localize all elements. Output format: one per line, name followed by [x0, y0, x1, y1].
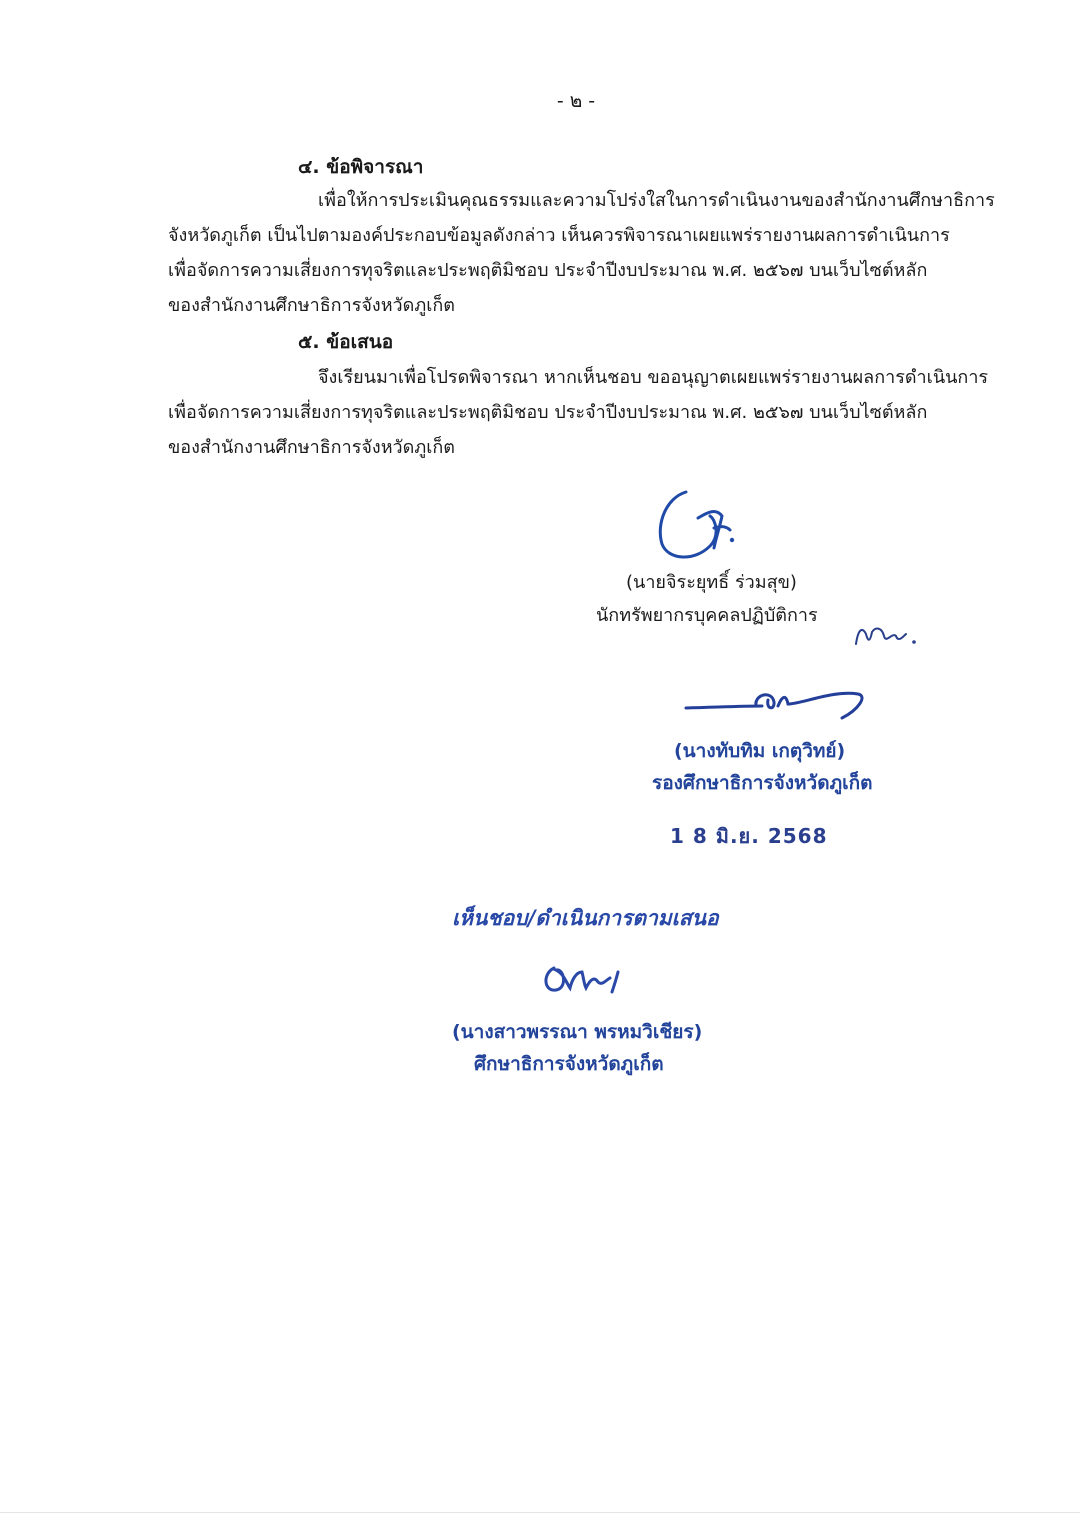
signer-2-name: (นางทับทิม เกตุวิทย์) [674, 740, 846, 762]
date-stamp: 1 8 มิ.ย. 2568 [670, 824, 828, 848]
signature-1 [650, 482, 750, 567]
handwritten-approval-note: เห็นชอบ/ดำเนินการตามเสนอ [452, 905, 719, 930]
initial-mark [852, 618, 922, 654]
section-5-line-1: จึงเรียนมาเพื่อโปรดพิจารณา หากเห็นชอบ ขออนุญาตเผยแพร่รายงานผลการดำเนินการ [318, 367, 989, 388]
section-4-heading: ๔. ข้อพิจารณา [298, 156, 424, 178]
section-5-line-2: เพื่อจัดการความเสี่ยงการทุจริตและประพฤติมิชอบ ประจำปีงบประมาณ พ.ศ. ๒๕๖๗ บนเว็บไซต์หลัก [168, 402, 928, 423]
signer-2-position: รองศึกษาธิการจังหวัดภูเก็ต [652, 772, 873, 794]
signer-1-position: นักทรัพยากรบุคคลปฏิบัติการ [596, 605, 818, 626]
scan-edge-line [0, 1512, 1080, 1513]
signer-3-position: ศึกษาธิการจังหวัดภูเก็ต [474, 1053, 664, 1075]
signature-3 [540, 958, 630, 1000]
section-4-line-3: เพื่อจัดการความเสี่ยงการทุจริตและประพฤติมิชอบ ประจำปีงบประมาณ พ.ศ. ๒๕๖๗ บนเว็บไซต์หลัก [168, 260, 928, 281]
section-5-line-3: ของสำนักงานศึกษาธิการจังหวัดภูเก็ต [168, 437, 455, 458]
signer-1-name: (นายจิระยุทธิ์ ร่วมสุข) [626, 572, 797, 593]
section-5-heading: ๕. ข้อเสนอ [298, 331, 394, 353]
signature-2 [682, 676, 872, 726]
section-4-line-2: จังหวัดภูเก็ต เป็นไปตามองค์ประกอบข้อมูลดังกล่าว เห็นควรพิจารณาเผยแพร่รายงานผลการดำเนินการ [168, 225, 950, 246]
section-4-line-4: ของสำนักงานศึกษาธิการจังหวัดภูเก็ต [168, 295, 455, 316]
section-4-line-1: เพื่อให้การประเมินคุณธรรมและความโปร่งใสในการดำเนินงานของสำนักงานศึกษาธิการ [318, 190, 995, 211]
signer-3-name: (นางสาวพรรณา พรหมวิเชียร) [452, 1021, 703, 1043]
page-number: - ๒ - [556, 90, 596, 112]
